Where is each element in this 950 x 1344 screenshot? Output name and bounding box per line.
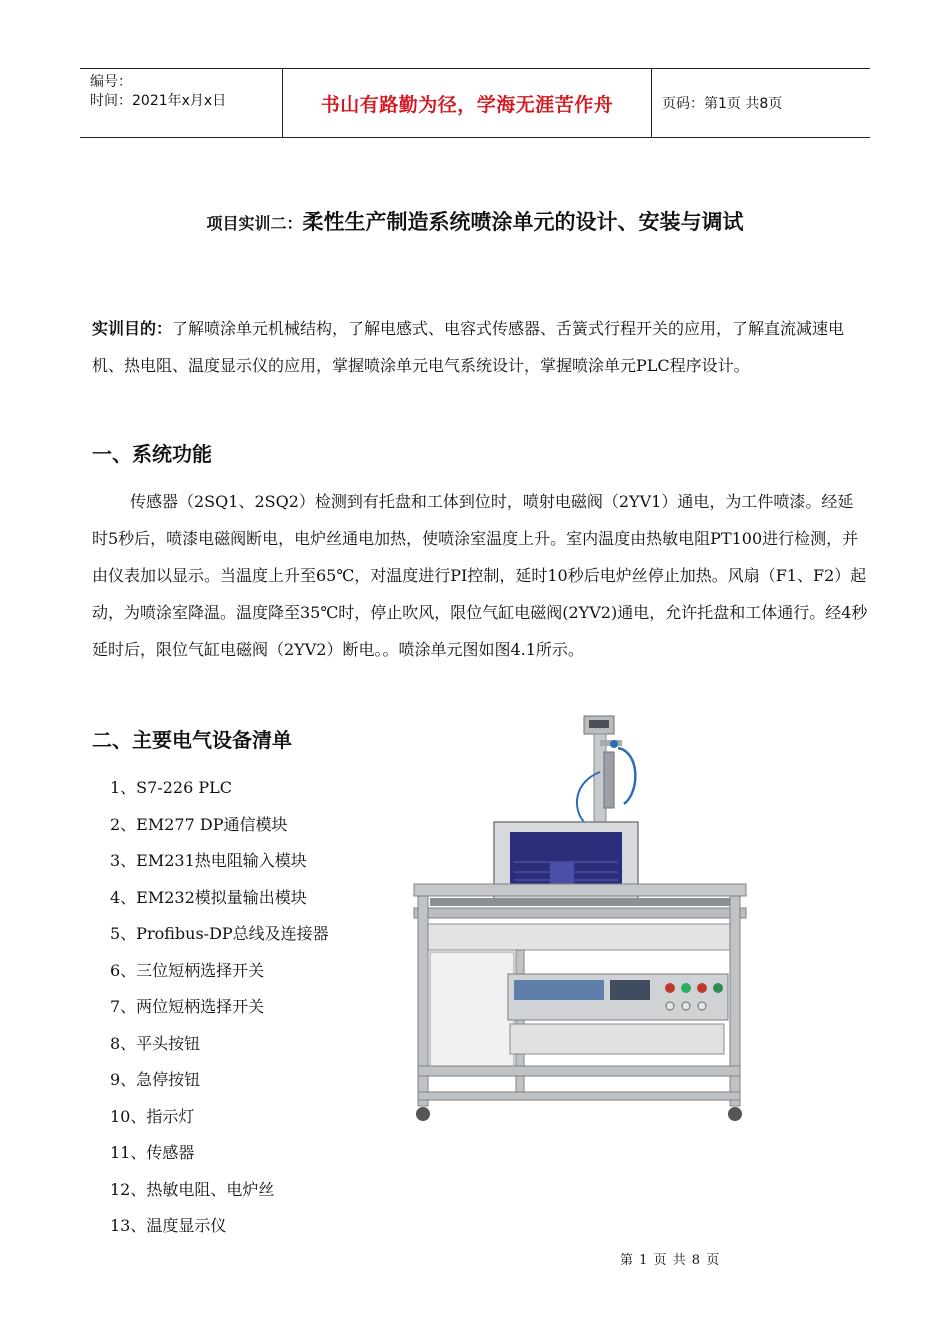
motto-text: 书山有路勤为径，学海无涯苦作舟 (320, 93, 614, 116)
list-item: 3、EM231热电阻输入模块 (110, 851, 307, 870)
spray-unit-photo (404, 712, 756, 1130)
header-left-cell (80, 69, 282, 137)
list-item: 2、EM277 DP通信模块 (110, 814, 288, 834)
list-item: 13、温度显示仪 (110, 1216, 227, 1235)
section1-heading: 一、系统功能 (92, 442, 212, 466)
objective-label: 实训目的： (92, 319, 173, 338)
list-item: 1、S7-226 PLC (110, 778, 232, 797)
section2-heading: 二、主要电气设备清单 (92, 728, 292, 752)
list-item: 9、急停按钮 (110, 1070, 201, 1089)
section1-paragraph: 传感器（2SQ1、2SQ2）检测到有托盘和工体到位时，喷射电磁阀（2YV1）通电，为工件喷漆。经延时5秒后，喷漆电磁阀断电，电炉丝通电加热，使喷涂室温度上升。室内温度由热敏电阻PT100进行检测，并由仪表加以显示。当温度上升至65℃，对温度进行PI控制，延时10秒后电炉丝停止加热。风扇（F1、F2）起动，为喷涂室降温。温度降至35℃时，停止吹风，限位气缸电磁阀(2YV2)通电，允许托盘和工体通行。经4秒延时后，限位气缸电磁阀（2YV2）断电。。喷涂单元图如图4.1所示。 (92, 492, 868, 659)
title-main: 柔性生产制造系统喷涂单元的设计、安装与调试 (302, 210, 744, 234)
list-item: 5、Profibus-DP总线及连接器 (110, 924, 329, 943)
list-item: 7、两位短柄选择开关 (110, 997, 265, 1016)
page-footer: 第 1 页 共 8 页 (620, 1253, 721, 1268)
list-item: 6、三位短柄选择开关 (110, 960, 265, 980)
page-info: 页码：第1页 共8页 (662, 96, 783, 112)
header-motto-cell (282, 69, 652, 137)
header-table (80, 68, 870, 138)
header-page-cell (652, 69, 870, 137)
list-item: 10、指示灯 (110, 1106, 195, 1126)
objective-text: 了解喷涂单元机械结构，了解电感式、电容式传感器、舌簧式行程开关的应用，了解直流减速电机、热电阻、温度显示仪的应用，掌握喷涂单元电气系统设计，掌握喷涂单元PLC程序设计。 (92, 319, 845, 375)
page-title (0, 206, 950, 236)
date-label: 时间：2021年x月x日 (90, 93, 227, 109)
number-label: 编号： (90, 74, 132, 90)
list-item: 8、平头按钮 (110, 1033, 201, 1053)
title-prefix: 项目实训二： (206, 214, 303, 233)
list-item: 11、传感器 (110, 1143, 195, 1162)
list-item: 4、EM232模拟量输出模块 (110, 887, 307, 907)
list-item: 12、热敏电阻、电炉丝 (110, 1179, 275, 1199)
objective-paragraph (92, 310, 868, 384)
equipment-list (110, 770, 329, 1245)
